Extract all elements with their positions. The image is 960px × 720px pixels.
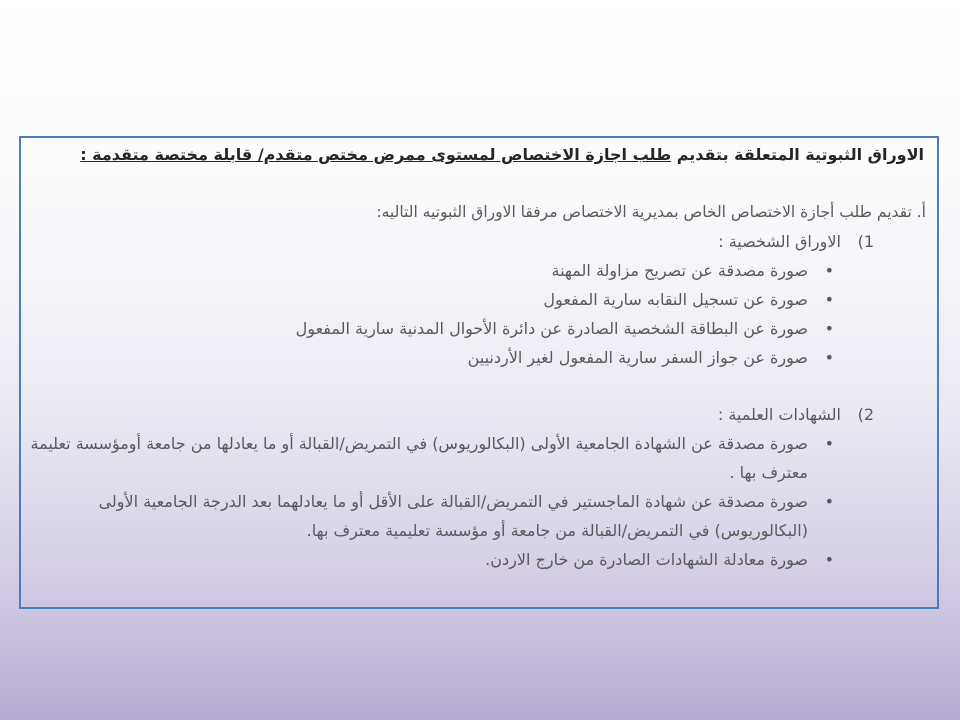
list-item: • صورة مصدقة عن تصريح مزاولة المهنة xyxy=(28,256,926,285)
document-title xyxy=(28,140,926,169)
list-item: • صورة عن البطاقة الشخصية الصادرة عن دائرة الأحوال المدنية سارية المفعول xyxy=(28,314,926,343)
certificates-list xyxy=(28,429,926,574)
title-underlined: طلب اجازة الاختصاص لمستوى ممرض مختص متقدم/ قابلة مختصة متقدمة : xyxy=(80,145,672,164)
section-number: 2) xyxy=(857,405,874,424)
list-item: • صورة عن تسجيل النقابه سارية المفعول xyxy=(28,285,926,314)
section-title: الشهادات العلمية : xyxy=(717,405,841,424)
list-item: • صورة عن جواز السفر سارية المفعول لغير الأردنيين xyxy=(28,343,926,372)
document-body xyxy=(28,140,926,574)
title-prefix: الاوراق الثبوتية المتعلقة بتقديم xyxy=(671,145,924,164)
list-item: • صورة مصدقة عن شهادة الماجستير في التمريض/القبالة على الأقل أو ما يعادلهما بعد الدرجة الجامعية الأولى (البكالوريوس) في التمريض/القبالة من جامعة أو مؤسسة تعليمية معترف بها. xyxy=(28,487,926,545)
personal-documents-list xyxy=(28,256,926,372)
section-title: الاوراق الشخصية : xyxy=(718,232,841,251)
section-heading-certificates xyxy=(28,400,926,429)
intro-line: أ. تقديم طلب أجازة الاختصاص الخاص بمديرية الاختصاص مرفقا الاوراق الثبوتيه التاليه: xyxy=(376,203,926,221)
list-item: • صورة مصدقة عن الشهادة الجامعية الأولى (البكالوريوس) في التمريض/القبالة أو ما يعادلها من جامعة أومؤسسة تعليمة معترف بها . xyxy=(28,429,926,487)
list-item: • صورة معادلة الشهادات الصادرة من خارج الاردن. xyxy=(28,545,926,574)
section-heading-personal xyxy=(28,227,926,256)
section-number: 1) xyxy=(857,232,874,251)
